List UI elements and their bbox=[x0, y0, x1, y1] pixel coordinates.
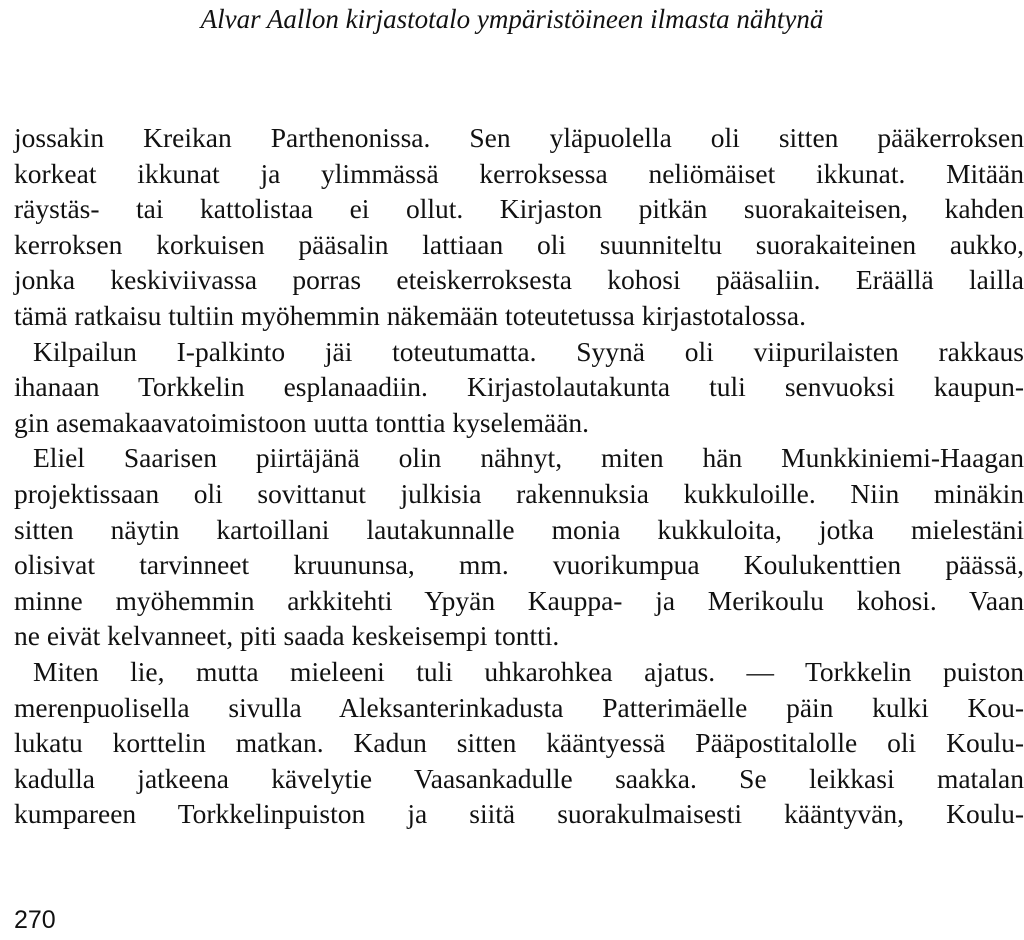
text-line: kerroksen korkuisen pääsalin lattiaan oli suunniteltu suorakaiteinen aukko, bbox=[14, 228, 1024, 260]
text-line: olisivat tarvinneet kruununsa, mm. vuorikumpua Koulukenttien päässä, bbox=[14, 549, 1024, 581]
text-line: ihanaan Torkkelin esplanaadiin. Kirjastolautakunta tuli senvuoksi kaupun- bbox=[14, 371, 1024, 403]
text-line: räystäs- tai kattolistaa ei ollut. Kirjaston pitkän suorakaiteisen, kahden bbox=[14, 193, 1024, 225]
text-line: jonka keskiviivassa porras eteiskerroksesta kohosi pääsaliin. Eräällä lailla bbox=[14, 264, 1024, 296]
text-line: lukatu korttelin matkan. Kadun sitten kääntyessä Pääpostitalolle oli Koulu- bbox=[14, 727, 1024, 759]
text-line: merenpuolisella sivulla Aleksanterinkadusta Patterimäelle päin kulki Kou- bbox=[14, 691, 1024, 723]
text-line: Eliel Saarisen piirtäjänä olin nähnyt, miten hän Munkkiniemi-Haagan bbox=[33, 442, 1024, 474]
text-line: ne eivät kelvanneet, piti saada keskeisempi tontti. bbox=[14, 620, 560, 652]
text-line: Kilpailun I-palkinto jäi toteutumatta. Syynä oli viipurilaisten rakkaus bbox=[33, 335, 1024, 367]
text-line: kadulla jatkeena kävelytie Vaasankadulle saakka. Se leikkasi matalan bbox=[14, 762, 1024, 794]
figure-caption: Alvar Aallon kirjastotalo ympäristöineen ilmasta nähtynä bbox=[200, 4, 824, 34]
text-line: Miten lie, mutta mieleeni tuli uhkarohkea ajatus. — Torkkelin puiston bbox=[33, 655, 1024, 687]
text-line: kumpareen Torkkelinpuiston ja siitä suorakulmaisesti kääntyvän, Koulu- bbox=[14, 798, 1024, 830]
text-line: tämä ratkaisu tultiin myöhemmin näkemään toteutetussa kirjastotalossa. bbox=[14, 299, 806, 331]
text-line: gin asemakaavatoimistoon uutta tonttia kyselemään. bbox=[14, 406, 590, 438]
body-text bbox=[14, 120, 1024, 832]
text-line: jossakin Kreikan Parthenonissa. Sen yläpuolella oli sitten pääkerroksen bbox=[14, 122, 1024, 153]
page-number: 270 bbox=[14, 906, 56, 934]
text-line: sitten näytin kartoillani lautakunnalle monia kukkuloita, jotka mielestäni bbox=[14, 513, 1024, 545]
text-line: projektissaan oli sovittanut julkisia rakennuksia kukkuloille. Niin minäkin bbox=[14, 477, 1024, 509]
text-line: minne myöhemmin arkkitehti Ypyän Kauppa- ja Merikoulu kohosi. Vaan bbox=[14, 584, 1024, 616]
text-line: korkeat ikkunat ja ylimmässä kerroksessa neliömäiset ikkunat. Mitään bbox=[14, 157, 1024, 189]
